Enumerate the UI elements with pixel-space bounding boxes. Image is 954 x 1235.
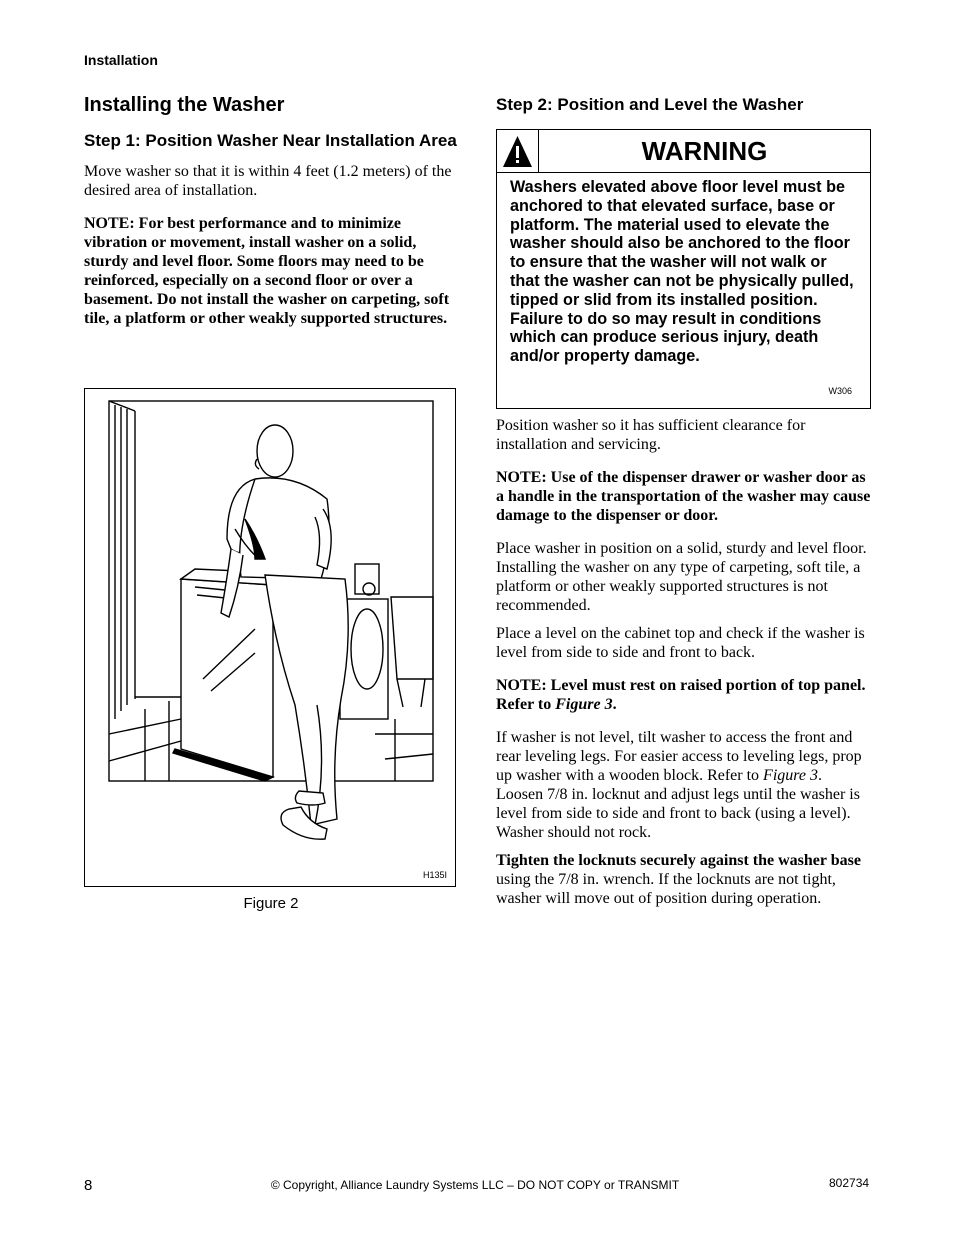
figure-caption: Figure 2 [243,895,299,912]
warning-box [496,129,871,409]
figure-3-reference: Figure 3 [555,696,613,713]
page-title: Installing the Washer [84,94,285,116]
copyright-notice: © Copyright, Alliance Laundry Systems LLC – DO NOT COPY or TRANSMIT [270,1178,680,1192]
warning-header [497,130,870,173]
figure-3-reference: Figure 3 [763,767,818,784]
step2-paragraph-4 [496,728,871,842]
para4-part-a: If washer is not level, tilt washer to access the front and rear leveling legs. For easier access to leveling legs, prop up washer with a wooden block. Refer to [496,729,862,784]
step2-paragraph-1: Position washer so it has sufficient clearance for installation and servicing. [496,417,806,453]
note2-end: . [612,696,617,713]
figure-2 [84,388,456,887]
step2-paragraph-2: Place washer in position on a solid, sturdy and level floor. Installing the washer on any type of carpeting, soft tile, a platform or other weakly supported structures is not recommended. [496,540,867,614]
para4-part-b: . Loosen 7/8 in. locknut and adjust legs until the washer is level from side to side and front to back (using a level). Washer should not rock. [496,767,860,841]
warning-title: WARNING [641,136,768,166]
warning-triangle-icon [497,130,539,172]
document-number: 802734 [829,1176,870,1190]
left-column [84,92,458,328]
warning-code: W306 [828,386,852,396]
step2-paragraph-3: Place a level on the cabinet top and check if the washer is level from side to side and front to back. [496,625,865,661]
step1-heading: Step 1: Position Washer Near Installation Area [84,131,457,150]
step2-paragraph-5 [496,851,871,908]
warning-text: Washers elevated above floor level must be anchored to that elevated surface, base or platform. The material used to elevate the washer should also be anchored to the floor to ensure that the washer will not walk or that the washer can not be physically pulled, tipped or slid from its installed position. Failure to do so may result in conditions which can produce serious injury, death and/or property damage. [510,178,854,366]
man-pushing-washer-illustration [85,389,457,888]
section-label: Installation [84,52,158,68]
figure-code: H135I [422,870,447,880]
step2-body [496,416,871,908]
step2-note-1: NOTE: Use of the dispenser drawer or washer door as a handle in the transportation of the washer may cause damage to the dispenser or door. [496,469,871,524]
step2-note-2 [496,676,871,714]
para5-rest: using the 7/8 in. wrench. If the locknuts are not tight, washer will move out of position during operation. [496,871,836,907]
step2-heading: Step 2: Position and Level the Washer [496,95,804,114]
para5-bold: Tighten the locknuts securely against the washer base [496,852,861,869]
page-number: 8 [84,1177,93,1194]
note2-text: NOTE: Level must rest on raised portion of top panel. Refer to [496,677,866,713]
step1-note: NOTE: For best performance and to minimize vibration or movement, install washer on a solid, sturdy and level floor. Some floors may need to be reinforced, especially on a second floor or over a basement. Do not install the washer on carpeting, soft tile, a platform or other weakly supported structures. [84,215,450,327]
step1-paragraph: Move washer so that it is within 4 feet (1.2 meters) of the desired area of installation. [84,163,452,199]
